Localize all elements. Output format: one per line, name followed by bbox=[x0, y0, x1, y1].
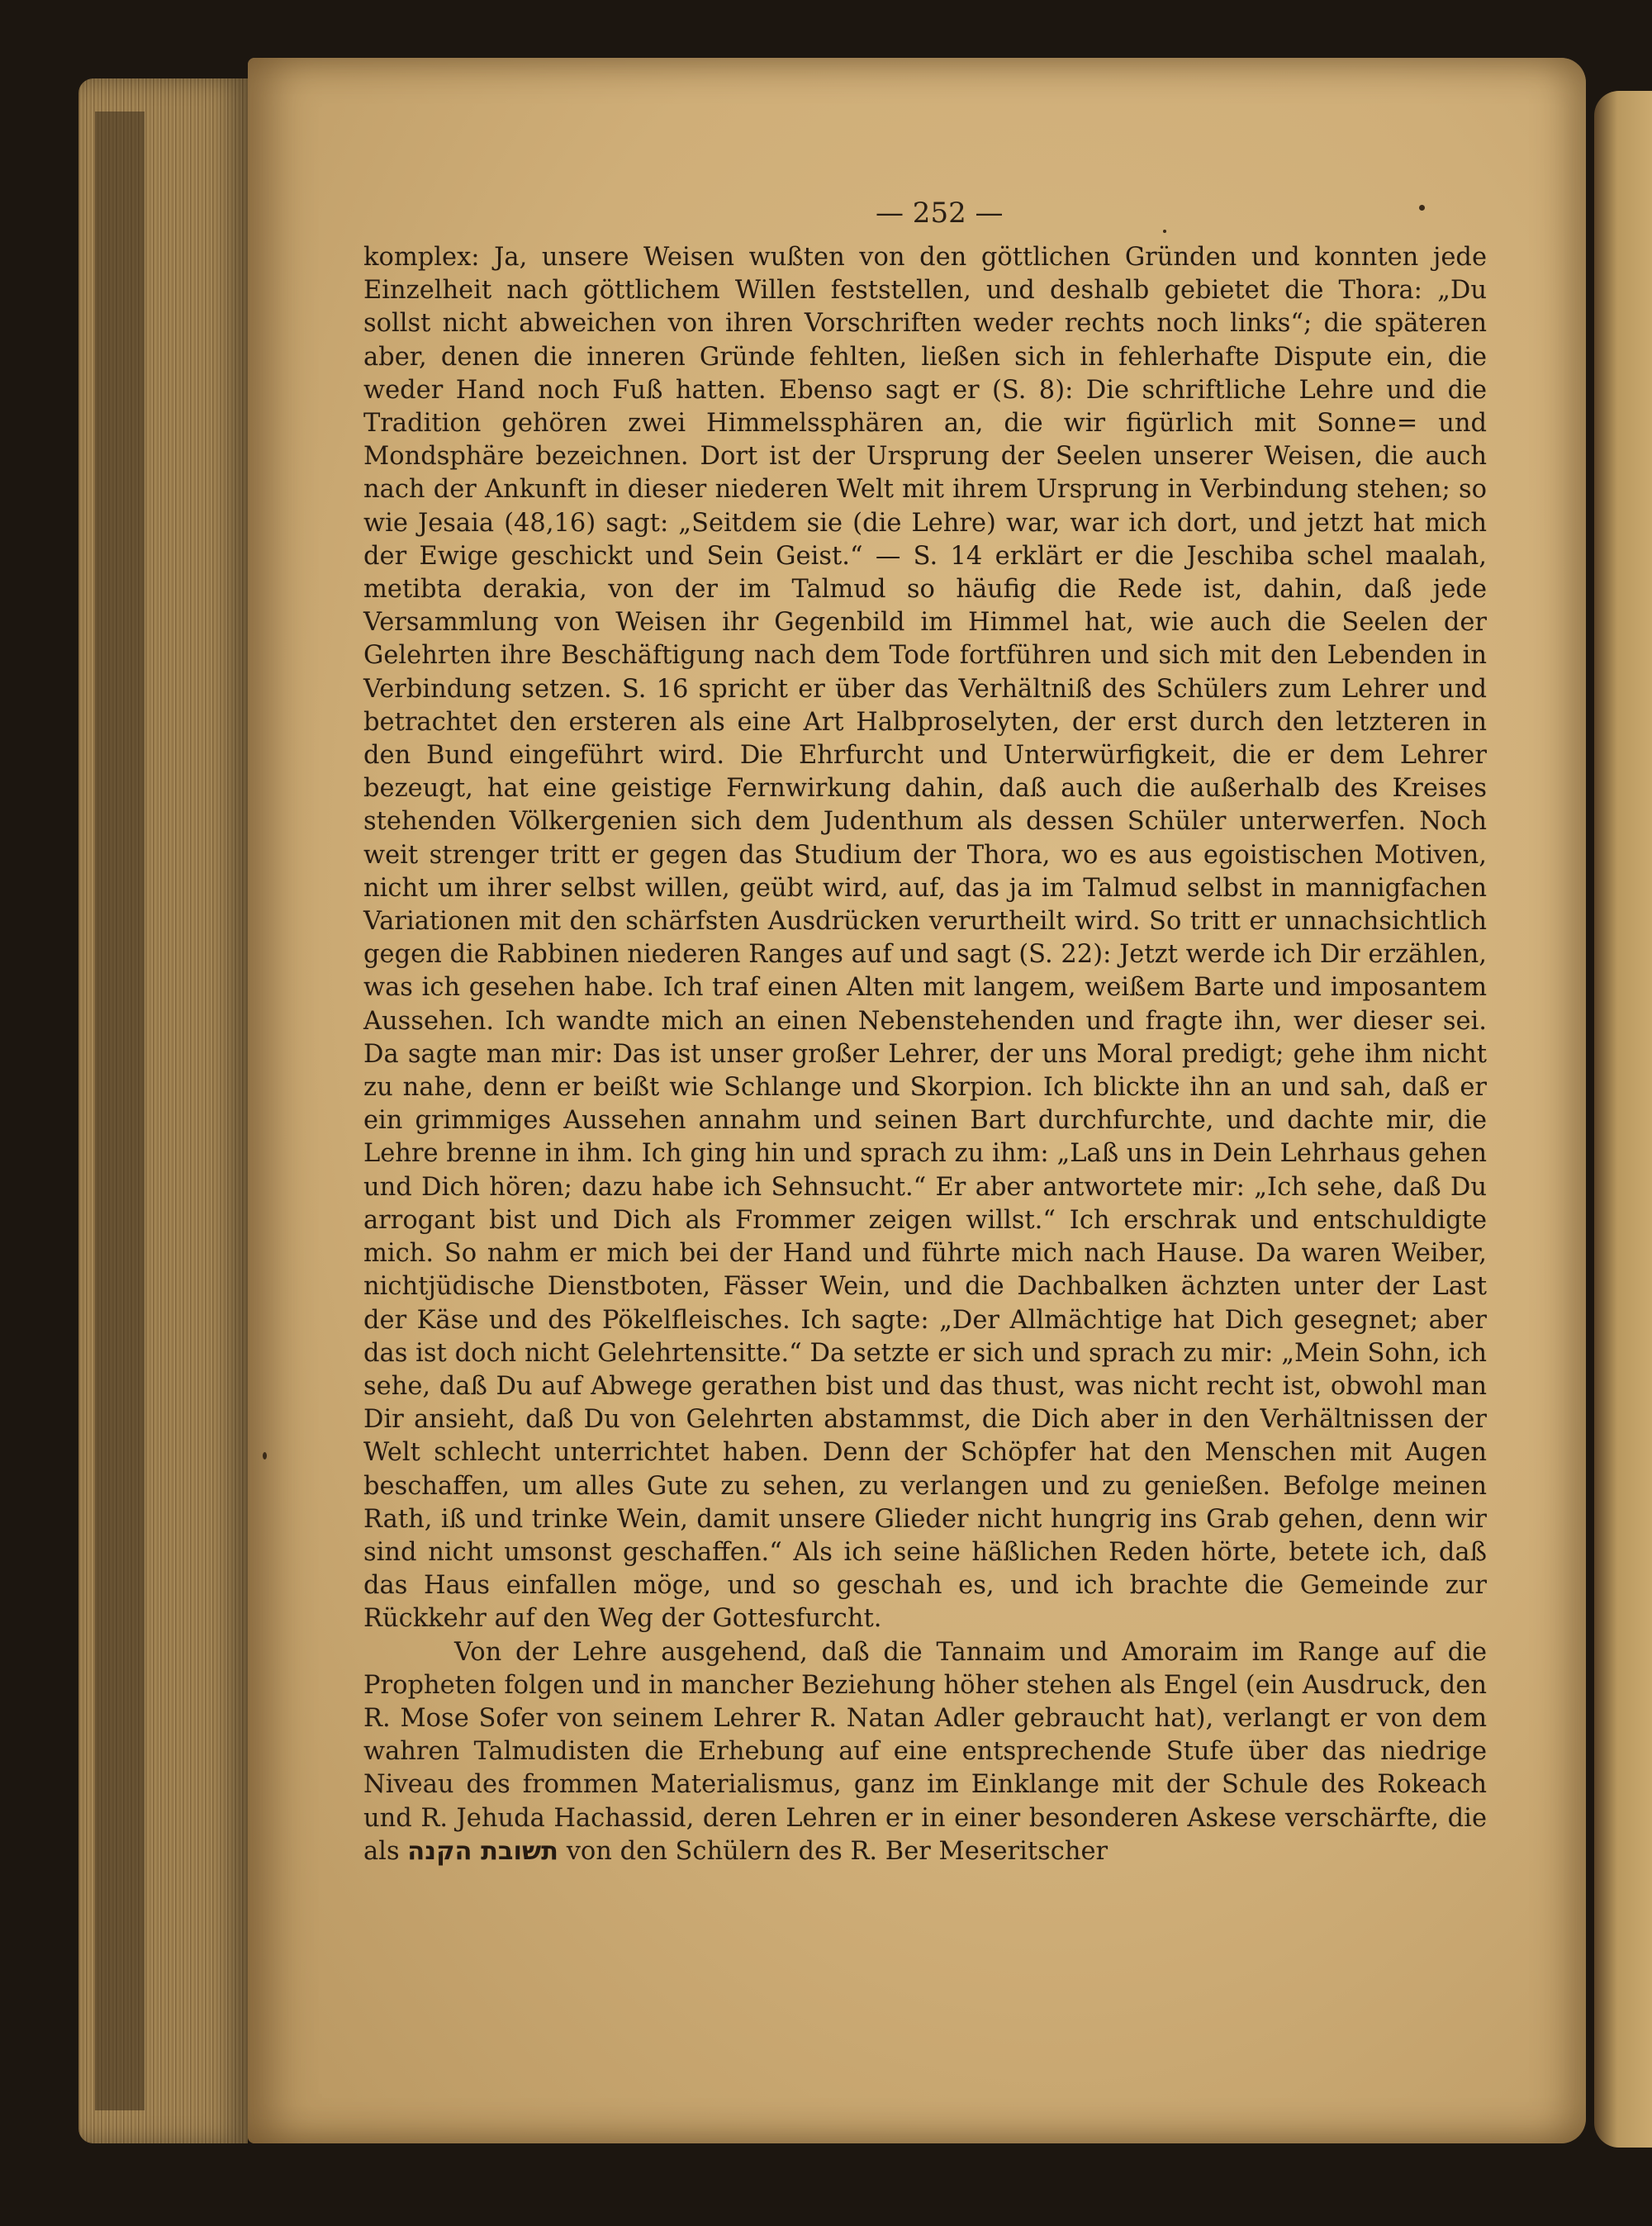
page-number: — 252 — bbox=[876, 197, 1004, 230]
ink-speck bbox=[1419, 205, 1425, 211]
facing-page-edge bbox=[1594, 91, 1652, 2148]
paragraph-2-text-start: Von der Lehre ausgehend, daß die Tannaim und Amoraim im Range auf die Propheten folgen und in mancher Beziehung höher stehen als Engel (ein Ausdruck, den R. Mose Sofer von seinem Lehrer R. Natan Adler gebraucht hat), verlangt er von dem wahren Talmudisten die Erhebung auf eine entsprechende Stufe über das niedrige Niveau des frommen Materialismus, ganz im Einklange mit der Schule des Rokeach und R. Jehuda Hachassid, deren Lehren er in einer besonderen Askese verschärfte, die als bbox=[363, 1637, 1487, 1866]
ink-speck bbox=[1163, 230, 1166, 233]
book-spine-shadow bbox=[95, 112, 145, 2110]
page-body-text bbox=[363, 241, 1487, 1868]
paragraph-2-text-end: von den Schülern des R. Ber Meseritscher bbox=[566, 1836, 1108, 1866]
hebrew-phrase: תשובת הקנה bbox=[407, 1836, 558, 1866]
paragraph-1: komplex: Ja, unsere Weisen wußten von den göttlichen Gründen und konnten jede Einzelheit nach göttlichem Willen feststellen, und deshalb gebietet die Thora: „Du sollst nicht abweichen von ihren Vorschriften weder rechts noch links“; die späteren aber, denen die inneren Gründe fehlten, ließen sich in fehlerhafte Dispute ein, die weder Hand noch Fuß hatten. Ebenso sagt er (S. 8): Die schriftliche Lehre und die Tradition gehören zwei Himmelssphären an, die wir figürlich mit Sonne= und Mondsphäre bezeichnen. Dort ist der Ursprung der Seelen unserer Weisen, die auch nach der Ankunft in dieser niederen Welt mit ihrem Ursprung in Verbindung stehen; so wie Jesaia (48,16) sagt: „Seitdem sie (die Lehre) war, war ich dort, und jetzt hat mich der Ewige geschickt und Sein Geist.“ — S. 14 erklärt er die Jeschiba schel maalah, metibta derakia, von der im Talmud so häufig die Rede ist, dahin, daß jede Versammlung von Weisen ihr Gegenbild im Himmel hat, wie auch die Seelen der Gelehrten ihre Beschäftigung nach dem Tode fortführen und sich mit den Lebenden in Verbindung setzen. S. 16 spricht er über das Verhältniß des Schülers zum Lehrer und betrachtet den ersteren als eine Art Halbproselyten, der erst durch den letzteren in den Bund eingeführt wird. Die Ehrfurcht und Unterwürfigkeit, die er dem Lehrer bezeugt, hat eine geistige Fernwirkung dahin, daß auch die außerhalb des Kreises stehenden Völkergenien sich dem Judenthum als dessen Schüler unterwerfen. Noch weit strenger tritt er gegen das Studium der Thora, wo es aus egoistischen Motiven, nicht um ihrer selbst willen, geübt wird, auf, das ja im Talmud selbst in mannigfachen Variationen mit den schärfsten Ausdrücken verurtheilt wird. So tritt er unnachsichtlich gegen die Rabbinen niederen Ranges auf und sagt (S. 22): Jetzt werde ich Dir erzählen, was ich gesehen habe. Ich traf einen Alten mit langem, weißem Barte und imposantem Aussehen. Ich wandte mich an einen Nebenstehenden und fragte ihn, wer dieser sei. Da sagte man mir: Das ist unser großer Lehrer, der uns Moral predigt; gehe ihm nicht zu nahe, denn er beißt wie Schlange und Skorpion. Ich blickte ihn an und sah, daß er ein grimmiges Aussehen annahm und seinen Bart durchfurchte, und dachte mir, die Lehre brenne in ihm. Ich ging hin und sprach zu ihm: „Laß uns in Dein Lehrhaus gehen und Dich hören; dazu habe ich Sehnsucht.“ Er aber antwortete mir: „Ich sehe, daß Du arrogant bist und Dich als Frommer zeigen willst.“ Ich erschrak und entschuldigte mich. So nahm er mich bei der Hand und führte mich nach Hause. Da waren Weiber, nichtjüdische Dienstboten, Fässer Wein, und die Dachbalken ächzten unter der Last der Käse und des Pökelfleisches. Ich sagte: „Der Allmächtige hat Dich gesegnet; aber das ist doch nicht Gelehrtensitte.“ Da setzte er sich und sprach zu mir: „Mein Sohn, ich sehe, daß Du auf Abwege gerathen bist und das thust, was nicht recht ist, obwohl man Dir ansieht, daß Du von Gelehrten abstammst, die Dich aber in den Verhältnissen der Welt schlecht unterrichtet haben. Denn der Schöpfer hat den Menschen mit Augen beschaffen, um alles Gute zu sehen, zu verlangen und zu genießen. Befolge meinen Rath, iß und trinke Wein, damit unsere Glieder nicht hungrig ins Grab gehen, denn wir sind nicht umsonst geschaffen.“ Als ich seine häßlichen Reden hörte, betete ich, daß das Haus einfallen möge, und so geschah es, und ich brachte die Gemeinde zur Rückkehr auf den Weg der Gottesfurcht. bbox=[363, 243, 1487, 1634]
ink-speck bbox=[263, 1452, 267, 1459]
paragraph-2 bbox=[363, 1636, 1487, 1868]
